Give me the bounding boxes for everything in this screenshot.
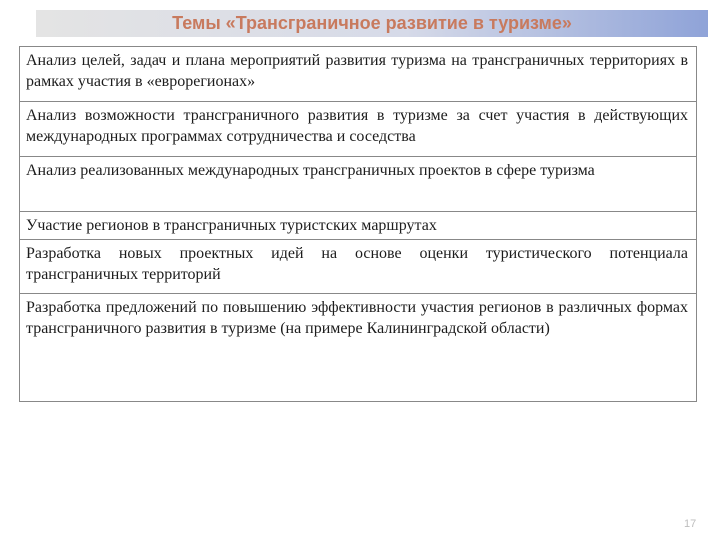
topic-item: Разработка новых проектных идей на основе оценки туристического потенциала трансграничных территорий <box>20 240 696 294</box>
topics-table <box>19 46 697 402</box>
topic-item: Участие регионов в трансграничных туристских маршрутах <box>20 212 696 240</box>
slide-title: Темы «Трансграничное развитие в туризме» <box>172 13 572 33</box>
topic-item: Разработка предложений по повышению эффективности участия регионов в различных формах трансграничного развития в туризме (на примере Калининградской области) <box>26 299 688 337</box>
topic-item: Анализ реализованных международных трансграничных проектов в сфере туризма <box>20 157 696 212</box>
topic-item: Анализ целей, задач и плана мероприятий развития туризма на трансграничных территориях в рамках участия в «еврорегионах» <box>20 47 696 102</box>
topic-item: Анализ возможности трансграничного развития в туризме за счет участия в действующих международных программах сотрудничества и соседства <box>20 102 696 157</box>
page-number: 17 <box>684 518 697 530</box>
